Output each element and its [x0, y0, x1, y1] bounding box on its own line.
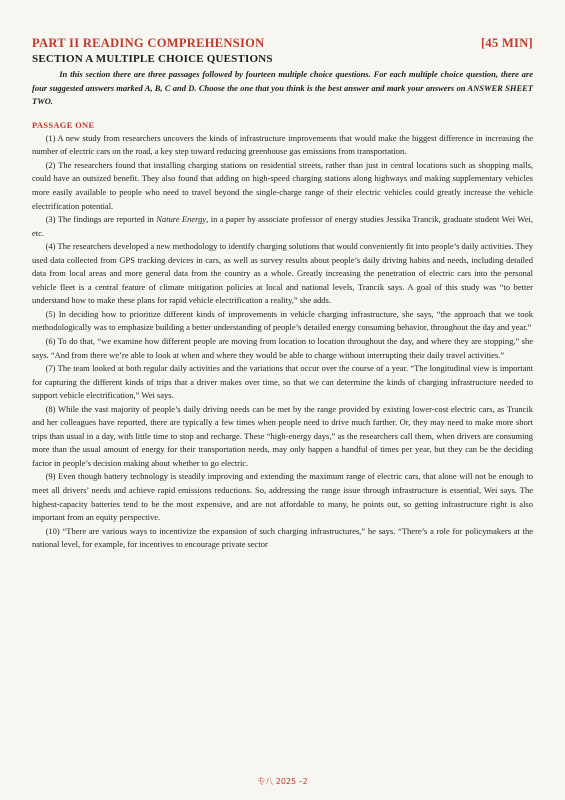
paragraph-5: (5) In deciding how to prioritize different kinds of improvements in vehicle charging infrastructure, she says, “the approach that we took methodologically was to emphasize building a better understanding of people’s detailed energy consuming behavior, throughout the day and year.” [32, 308, 533, 333]
paragraph-10: (10) “There are various ways to incentivize the expansion of such charging infrastructures,” he says. “There’s a role for policymakers at the national level, for example, for incentives to encourage private sector [32, 525, 533, 550]
paragraph-2: (2) The researchers found that installing charging stations on residential streets, rather than just in central locations such as shopping malls, could have an outsized benefit. They also found that adding on high-speed charging stations along highways and making supplementary vehicles more easily available to people who need to travel beyond the single-charge range of their electric vehicles could greatly increase the vehicle electrification potential. [32, 159, 533, 211]
section-title: SECTION A MULTIPLE CHOICE QUESTIONS [32, 53, 273, 65]
paragraph-4: (4) The researchers developed a new methodology to identify charging solutions that would conveniently fit into people’s daily activities. They used data collected from GPS tracking devices in cars, as well as survey results about people’s daily driving habits and needs, including detailed data from local areas and more general data from the country as a whole. Greatly increasing the penetration of electric cars into the personal vehicle fleet is a central feature of climate mitigation policies at local and national levels, Trancik says. A goal of this study was “to better understand how to make these plans for rapid vehicle electrification a reality,” she adds. [32, 241, 533, 306]
paragraph-1: (1) A new study from researchers uncovers the kinds of infrastructure improvements that would make the biggest difference in increasing the number of electric cars on the road, a key step toward reducing greenhouse gas emissions from transportation. [32, 132, 533, 157]
paragraph-3-end: , in a paper by associate professor of energy studies Jessika Trancik, graduate student Wei Wei, etc. [32, 214, 533, 238]
paragraph-9: (9) Even though battery technology is steadily improving and extending the maximum range of electric cars, that alone will not be enough to meet all drivers’ needs and achieve rapid emissions reductions. So, addressing the range issue through infrastructure is essential, Wei says. The highest-capacity batteries tend to be the most expensive, and are not affordable to many, he points out, so getting infrastructure right is also important from an equity perspective. [32, 471, 533, 523]
paragraph-3 [32, 213, 533, 240]
part-header [32, 36, 533, 51]
part-title: PART II READING COMPREHENSION [32, 36, 265, 50]
paragraph-6: (6) To do that, “we examine how different people are moving from location to location throughout the day, and where they are stopping,” she says. “And from there we’re able to look at when and where they would be able to charge without interrupting their daily travel activities.” [32, 335, 533, 360]
journal-name: Nature Energy [156, 214, 207, 225]
instructions: In this section there are three passages followed by fourteen multiple choice questions. For each multiple choice question, there are four suggested answers marked A, B, C and D. Choose the one that you think is the best answer and mark your answers on ANSWER SHEET TWO. [32, 69, 533, 107]
time-limit: [45 MIN] [480, 36, 533, 50]
paragraph-3-start: (3) The findings are reported in [45, 214, 157, 225]
page-number: 专八 2025 –2 [257, 777, 308, 786]
paragraph-7: (7) The team looked at both regular daily activities and the variations that occur over the course of a year. “The longitudinal view is important for capturing the different kinds of trips that a driver makes over time, so that we can determine the kinds of charging infrastructure needed to support vehicle electrification,” Wei says. [32, 363, 533, 401]
passage-title: PASSAGE ONE [32, 119, 95, 130]
paragraph-8: (8) While the vast majority of people’s daily driving needs can be met by the range provided by existing lower-cost electric cars, as Trancik and her colleagues have reported, there are typically a few times when people need to drive much farther. Or, they may need to make more short trips than usual in a day, with little time to stop and recharge. These “high-energy days,” as the researchers call them, when drivers are consuming more than the usual amount of energy for their transportation needs, may only happen a handful of times per year, but they can be the deciding factor in people’s decision making about whether to go electric. [32, 403, 533, 468]
